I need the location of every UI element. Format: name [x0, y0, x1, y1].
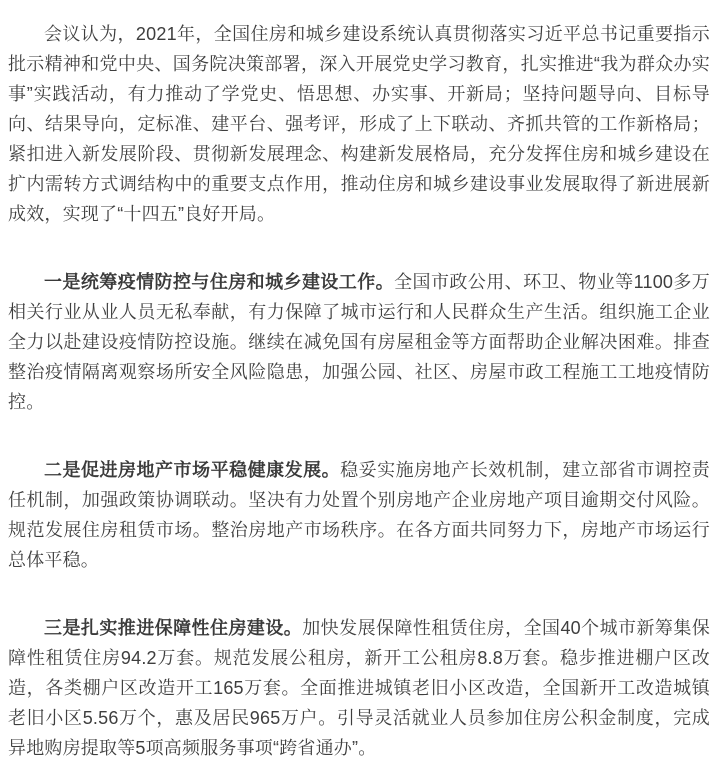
paragraph-overview: [8, 19, 710, 229]
paragraph-text: 会议认为，2021年，全国住房和城乡建设系统认真贯彻落实习近平总书记重要指示批示精神和党中央、国务院决策部署，深入开展党史学习教育，扎实推进“我为群众办实事”实践活动，有力推动了学党史、悟思想、办实事、开新局；坚持问题导向、目标导向、结果导向，定标准、建平台、强考评，形成了上下联动、齐抓共管的工作新格局；紧扣进入新发展阶段、贯彻新发展理念、构建新发展格局，充分发挥住房和城乡建设在扩内需转方式调结构中的重要支点作用，推动住房和城乡建设事业发展取得了新进展新成效，实现了“十四五”良好开局。: [8, 24, 710, 224]
paragraph-text: 稳妥实施房地产长效机制，建立部省市调控责任机制，加强政策协调联动。坚决有力处置个别房地产企业房地产项目逾期交付风险。规范发展住房租赁市场。整治房地产市场秩序。在各方面共同努力下，房地产市场运行总体平稳。: [8, 460, 710, 570]
paragraph-lead: 三是扎实推进保障性住房建设。: [44, 618, 303, 638]
paragraph-text: 加快发展保障性租赁住房，全国40个城市新筹集保障性租赁住房94.2万套。规范发展公租房，新开工公租房8.8万套。稳步推进棚户区改造，各类棚户区改造开工165万套。全面推进城镇老旧小区改造，全国新开工改造城镇老旧小区5.56万个，惠及居民965万户。引导灵活就业人员参加住房公积金制度，完成异地购房提取等5项高频服务事项“跨省通办”。: [8, 618, 710, 758]
paragraph-point-3: [8, 613, 710, 763]
paragraph-lead: 一是统筹疫情防控与住房和城乡建设工作。: [44, 272, 395, 292]
paragraph-lead: 二是促进房地产市场平稳健康发展。: [44, 460, 341, 480]
paragraph-point-1: [8, 267, 710, 417]
paragraph-text: 全国市政公用、环卫、物业等1100多万相关行业从业人员无私奉献，有力保障了城市运行和人民群众生产生活。组织施工企业全力以赴建设疫情防控设施。继续在减免国有房屋租金等方面帮助企业解决困难。排查整治疫情隔离观察场所安全风险隐患，加强公园、社区、房屋市政工程施工工地疫情防控。: [8, 272, 710, 412]
paragraph-point-2: [8, 455, 710, 575]
